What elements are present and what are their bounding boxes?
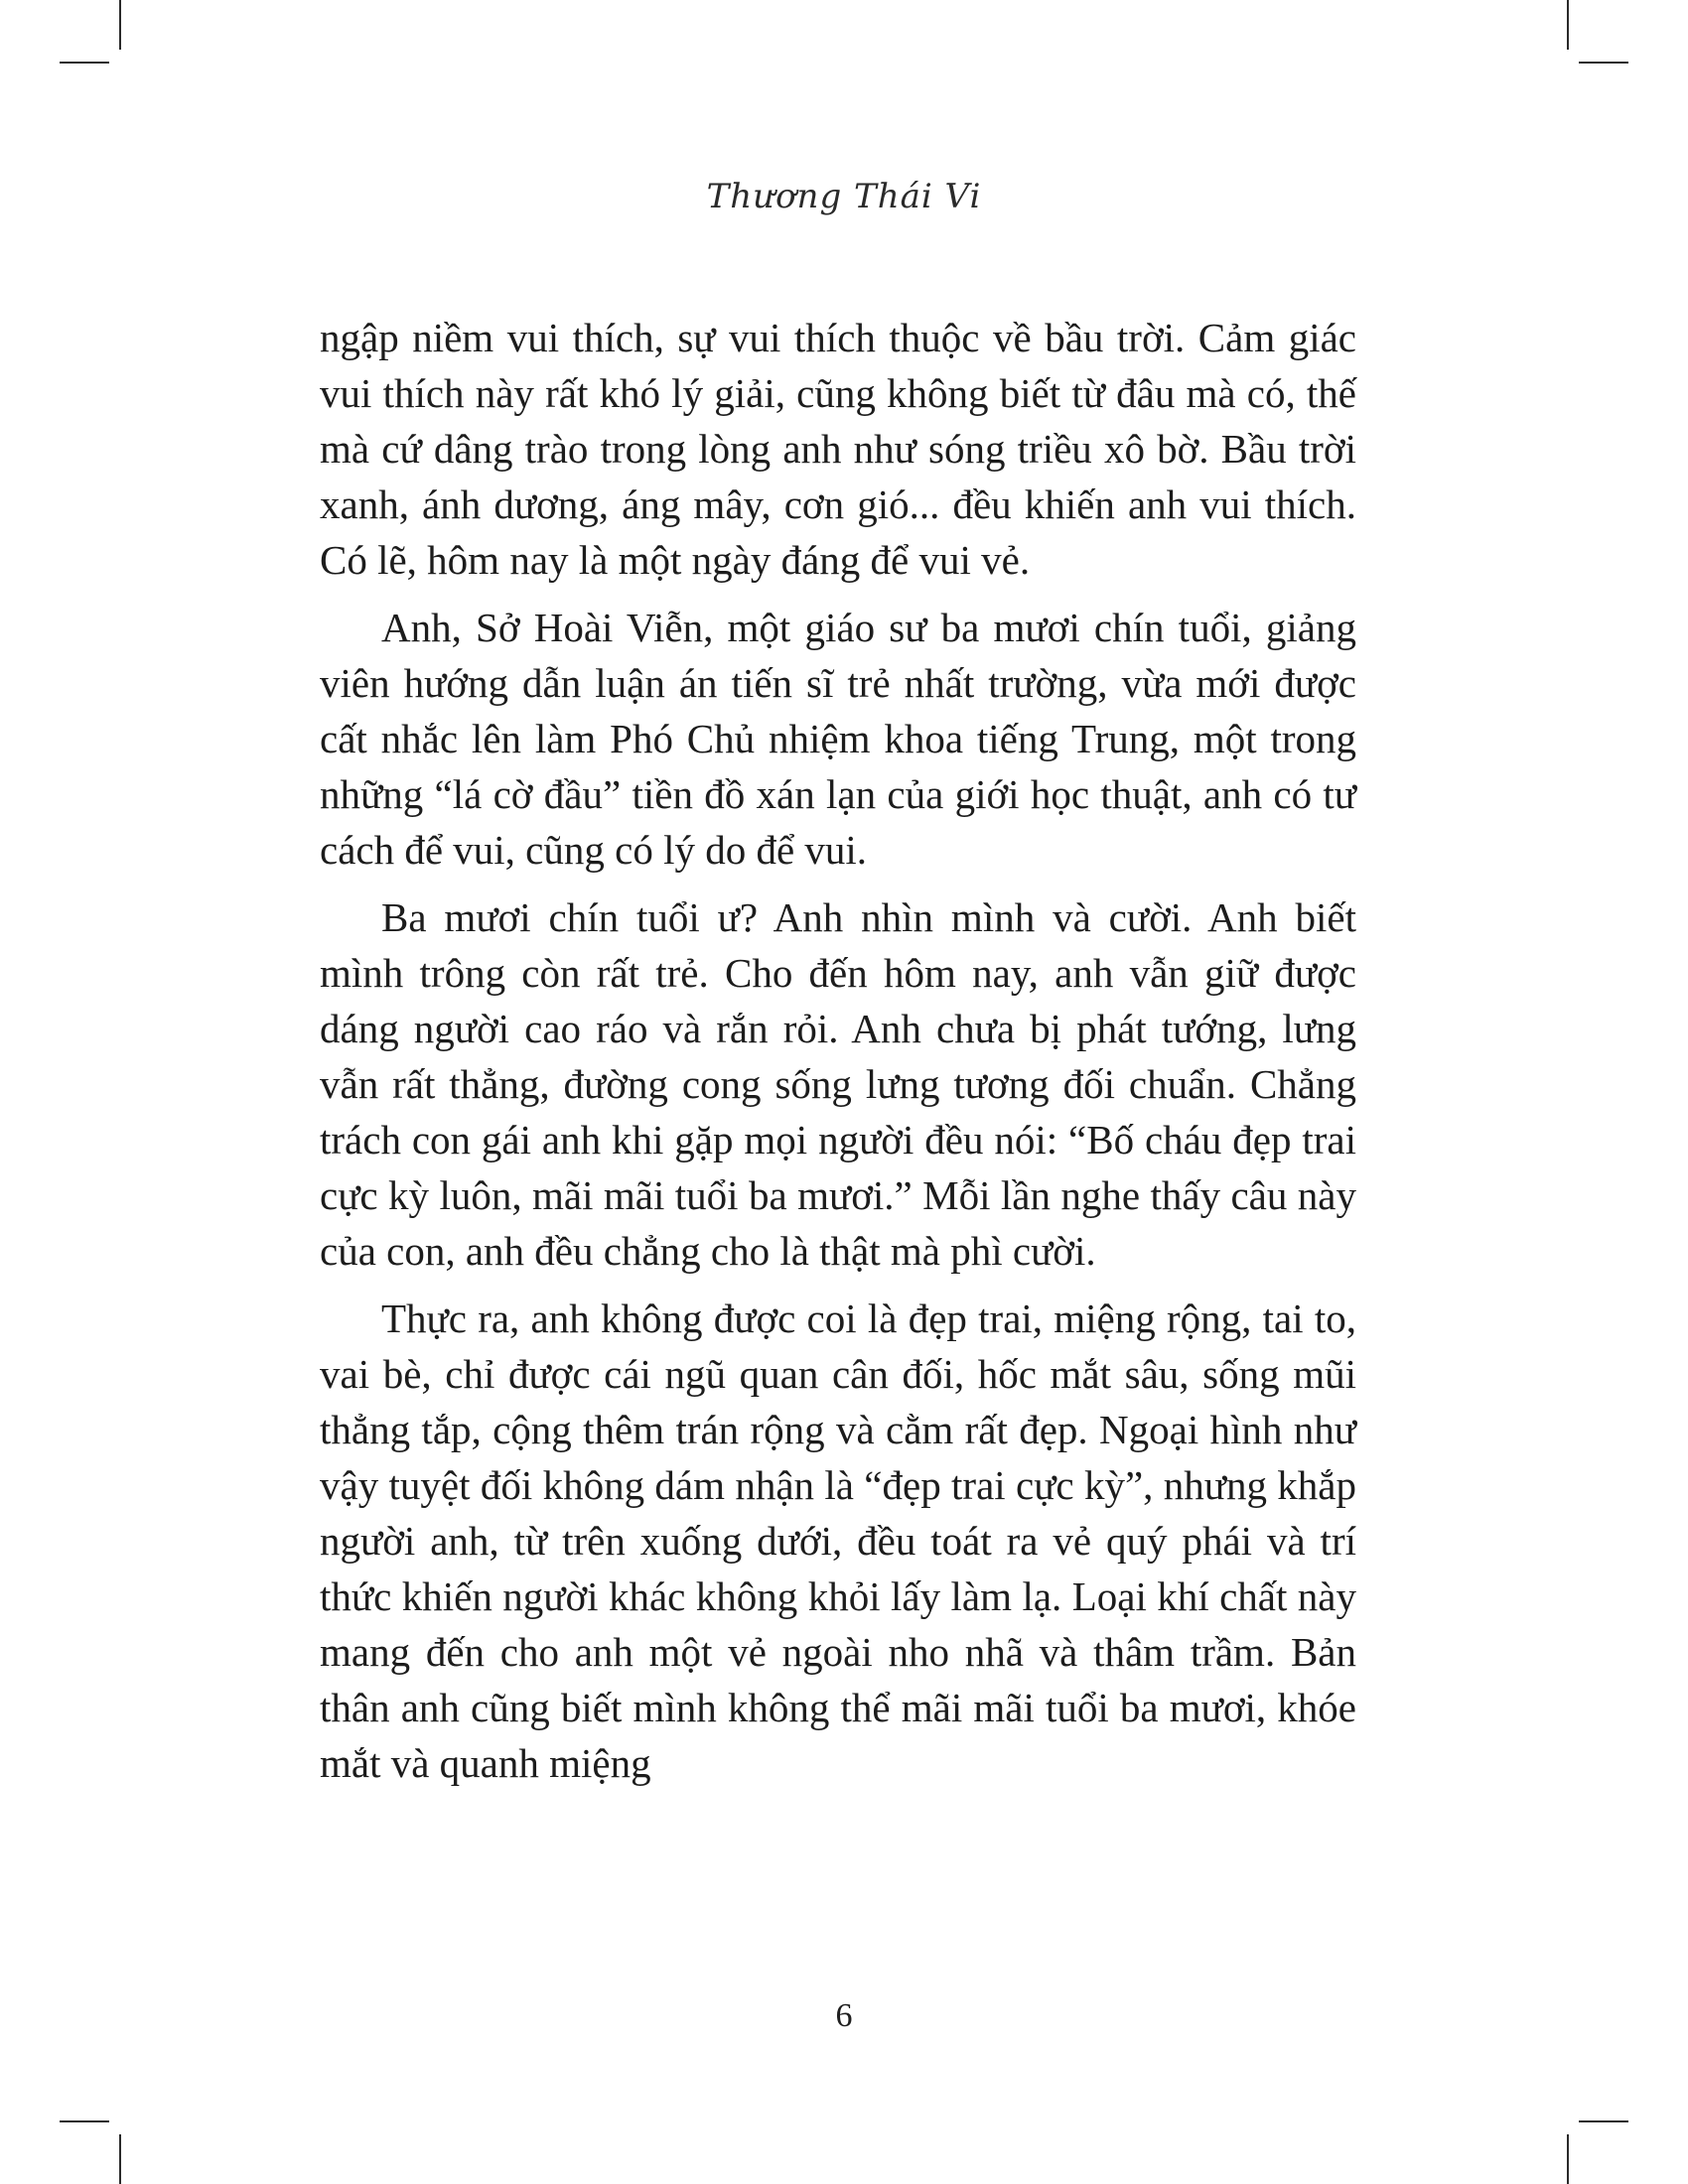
crop-mark-bottom-right-v <box>1567 2134 1569 2184</box>
paragraph-2: Anh, Sở Hoài Viễn, một giáo sư ba mươi chín tuổi, giảng viên hướng dẫn luận án tiến sĩ trẻ nhất trường, vừa mới được cất nhắc lên làm Phó Chủ nhiệm khoa tiếng Trung, một trong những “lá cờ đầu” tiền đồ xán lạn của giới học thuật, anh có tư cách để vui, cũng có lý do để vui. <box>320 605 1356 873</box>
crop-mark-top-right-v <box>1567 0 1569 50</box>
body-text <box>320 310 1356 1803</box>
page-number: 6 <box>835 1997 853 2034</box>
crop-mark-bottom-right-h <box>1579 2120 1628 2122</box>
crop-mark-bottom-left-v <box>119 2134 121 2184</box>
running-header: Thương Thái Vi <box>706 177 982 216</box>
paragraph-4: Thực ra, anh không được coi là đẹp trai, miệng rộng, tai to, vai bè, chỉ được cái ngũ quan cân đối, hốc mắt sâu, sống mũi thẳng tắp, cộng thêm trán rộng và cằm rất đẹp. Ngoại hình như vậy tuyệt đối không dám nhận là “đẹp trai cực kỳ”, nhưng khắp người anh, từ trên xuống dưới, đều toát ra vẻ quý phái và trí thức khiến người khác không khỏi lấy làm lạ. Loại khí chất này mang đến cho anh một vẻ ngoài nho nhã và thâm trầm. Bản thân anh cũng biết mình không thể mãi mãi tuổi ba mươi, khóe mắt và quanh miệng <box>320 1296 1356 1786</box>
crop-mark-top-right-h <box>1579 62 1628 64</box>
crop-mark-bottom-left-h <box>60 2120 109 2122</box>
crop-mark-top-left-h <box>60 62 109 64</box>
crop-mark-top-left-v <box>119 0 121 50</box>
paragraph-3: Ba mươi chín tuổi ư? Anh nhìn mình và cười. Anh biết mình trông còn rất trẻ. Cho đến hôm nay, anh vẫn giữ được dáng người cao ráo và rắn rỏi. Anh chưa bị phát tướng, lưng vẫn rất thẳng, đường cong sống lưng tương đối chuẩn. Chẳng trách con gái anh khi gặp mọi người đều nói: “Bố cháu đẹp trai cực kỳ luôn, mãi mãi tuổi ba mươi.” Mỗi lần nghe thấy câu này của con, anh đều chẳng cho là thật mà phì cười. <box>320 894 1356 1274</box>
paragraph-1: ngập niềm vui thích, sự vui thích thuộc về bầu trời. Cảm giác vui thích này rất khó lý giải, cũng không biết từ đâu mà có, thế mà cứ dâng trào trong lòng anh như sóng triều xô bờ. Bầu trời xanh, ánh dương, áng mây, cơn gió... đều khiến anh vui thích. Có lẽ, hôm nay là một ngày đáng để vui vẻ. <box>320 315 1356 583</box>
